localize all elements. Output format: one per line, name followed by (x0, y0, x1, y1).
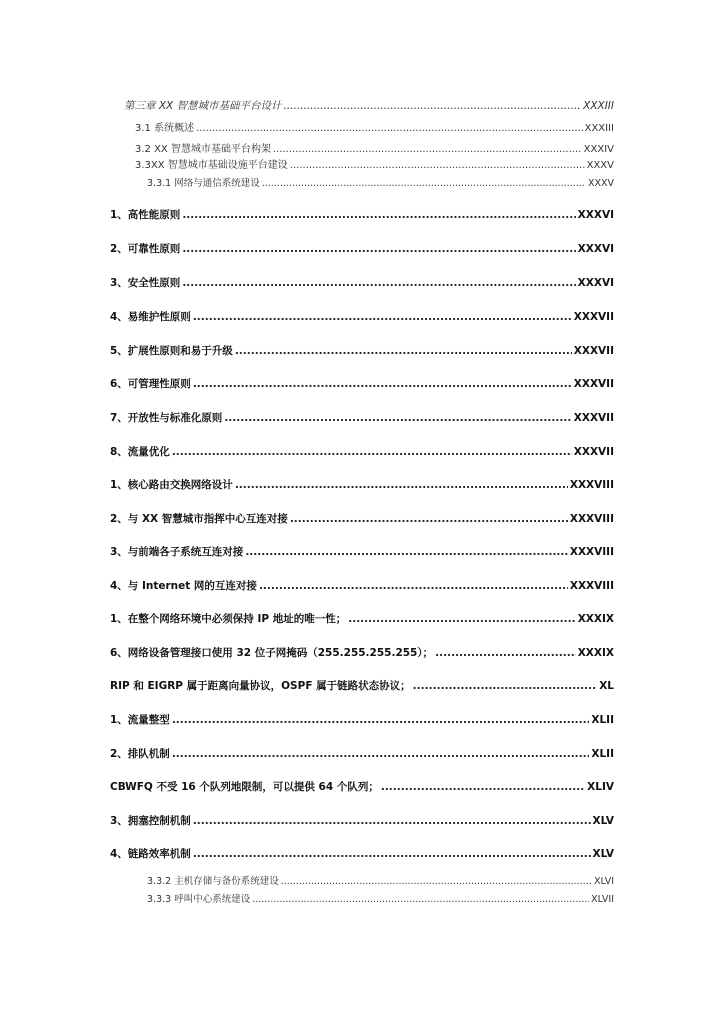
toc-entry-title: 4、易维护性原则 (110, 311, 191, 323)
toc-dot-leader (182, 277, 575, 289)
toc-entry-title: 第三章 XX 智慧城市基础平台设计 (124, 100, 282, 112)
toc-entry[interactable] (110, 645, 614, 660)
toc-dot-leader (252, 894, 589, 905)
toc-entry[interactable] (110, 309, 614, 324)
toc-dot-leader (413, 680, 598, 692)
toc-entry[interactable] (147, 175, 614, 189)
toc-entry-title: 2、可靠性原则 (110, 243, 181, 255)
toc-dot-leader (259, 580, 568, 592)
toc-entry-page: XXXIII (584, 123, 614, 134)
toc-entry-title: 2、与 XX 智慧城市指挥中心互连对接 (110, 513, 288, 525)
toc-dot-leader (172, 748, 590, 760)
toc-dot-leader (281, 876, 592, 887)
toc-dot-leader (435, 647, 576, 659)
toc-entry-title: 3.3XX 智慧城市基础设施平台建设 (135, 160, 288, 171)
toc-entry[interactable] (147, 873, 614, 887)
toc-dot-leader (193, 311, 572, 323)
toc-dot-leader (245, 546, 568, 558)
toc-entry-page: XLV (592, 815, 614, 827)
toc-entry[interactable] (110, 207, 614, 222)
toc-dot-leader (196, 123, 583, 134)
toc-entry[interactable] (110, 511, 614, 526)
toc-entry[interactable] (110, 241, 614, 256)
toc-dot-leader (193, 815, 591, 827)
toc-entry[interactable] (135, 119, 614, 134)
toc-entry-title: 6、网络设备管理接口使用 32 位子网掩码（255.255.255.255）； (110, 647, 434, 659)
toc-entry-title: 3.3.1 网络与通信系统建设 (147, 178, 260, 189)
toc-entry-page: XXXIX (577, 613, 614, 625)
toc-entry-page: XXXVII (573, 378, 614, 390)
toc-entry-page: XXXIV (583, 144, 614, 155)
toc-entry[interactable] (110, 275, 614, 290)
toc-entry-page: XXXVI (577, 277, 614, 289)
toc-dot-leader (235, 479, 568, 491)
toc-dot-leader (381, 781, 585, 793)
toc-dot-leader (182, 243, 575, 255)
toc-entry-title: 4、链路效率机制 (110, 848, 191, 860)
toc-entry-page: XXXVII (573, 345, 614, 357)
toc-entry[interactable] (147, 891, 614, 905)
toc-entry-page: XXXV (587, 178, 614, 189)
toc-dot-leader (172, 446, 572, 458)
toc-entry[interactable] (110, 779, 614, 794)
toc-entry-page: XXXVII (573, 311, 614, 323)
toc-entry[interactable] (135, 156, 614, 171)
toc-dot-leader (193, 848, 591, 860)
toc-dot-leader (273, 144, 582, 155)
toc-entry-page: XXXIX (577, 647, 614, 659)
toc-entry-title: RIP 和 EIGRP 属于距离向量协议，OSPF 属于链路状态协议； (110, 680, 411, 692)
toc-entry[interactable] (110, 678, 614, 693)
toc-entry[interactable] (110, 376, 614, 391)
toc-entry-title: 3.1 系统概述 (135, 123, 195, 134)
toc-entry[interactable] (110, 813, 614, 828)
toc-dot-leader (172, 714, 590, 726)
toc-entry-title: 1、流量整型 (110, 714, 170, 726)
toc-dot-leader (235, 345, 572, 357)
toc-entry-page: XL (599, 680, 614, 692)
toc-entry-page: XLVI (593, 876, 614, 887)
toc-entry-title: 1、在整个网络环境中必须保持 IP 地址的唯一性； (110, 613, 347, 625)
toc-entry-title: 3.2 XX 智慧城市基础平台构架 (135, 144, 271, 155)
toc-entry[interactable] (110, 544, 614, 559)
toc-entry-title: 4、与 Internet 网的互连对接 (110, 580, 257, 592)
toc-entry-title: 1、高性能原则 (110, 209, 181, 221)
toc-entry[interactable] (110, 712, 614, 727)
toc-entry-title: 3、拥塞控制机制 (110, 815, 191, 827)
toc-entry-page: XLII (591, 714, 614, 726)
toc-entry-page: XXXV (586, 160, 614, 171)
toc-entry[interactable] (124, 98, 614, 113)
toc-entry-title: 2、排队机制 (110, 748, 170, 760)
toc-entry[interactable] (110, 444, 614, 459)
toc-dot-leader (290, 160, 585, 171)
toc-entry-title: 5、扩展性原则和易于升级 (110, 345, 233, 357)
toc-entry-page: XXXVIII (569, 580, 614, 592)
toc-entry-title: 3.3.2 主机存储与备份系统建设 (147, 876, 279, 887)
toc-entry[interactable] (135, 140, 614, 155)
toc-entry-page: XLVII (591, 894, 614, 905)
toc-entry-page: XLII (591, 748, 614, 760)
toc-entry[interactable] (110, 846, 614, 861)
toc-dot-leader (262, 178, 586, 189)
toc-entry-title: CBWFQ 不受 16 个队列地限制，可以提供 64 个队列； (110, 781, 379, 793)
toc-dot-leader (182, 209, 575, 221)
toc-entry-title: 7、开放性与标准化原则 (110, 412, 223, 424)
toc-entry[interactable] (110, 410, 614, 425)
toc-entry[interactable] (110, 578, 614, 593)
toc-entry-title: 1、核心路由交换网络设计 (110, 479, 233, 491)
toc-entry-title: 3、与前端各子系统互连对接 (110, 546, 244, 558)
toc-entry-title: 3.3.3 呼叫中心系统建设 (147, 894, 251, 905)
toc-dot-leader (290, 513, 568, 525)
toc-entry-page: XXXVI (577, 209, 614, 221)
toc-dot-leader (348, 613, 575, 625)
toc-entry-title: 8、流量优化 (110, 446, 170, 458)
toc-entry-page: XLV (592, 848, 614, 860)
toc-entry-page: XXXVIII (569, 546, 614, 558)
toc-entry[interactable] (110, 477, 614, 492)
toc-entry[interactable] (110, 611, 614, 626)
toc-entry[interactable] (110, 343, 614, 358)
toc-entry-page: XXXVIII (569, 513, 614, 525)
toc-entry-page: XXXVII (573, 446, 614, 458)
toc-entry-title: 6、可管理性原则 (110, 378, 191, 390)
toc-entry-page: XLIV (587, 781, 614, 793)
toc-entry-page: XXXVI (577, 243, 614, 255)
toc-dot-leader (284, 100, 582, 112)
toc-entry-page: XXXVII (573, 412, 614, 424)
toc-dot-leader (224, 412, 571, 424)
toc-entry-title: 3、安全性原则 (110, 277, 181, 289)
toc-entry-page: XXXIII (583, 100, 614, 112)
toc-entry[interactable] (110, 746, 614, 761)
toc-dot-leader (193, 378, 572, 390)
toc-entry-page: XXXVIII (569, 479, 614, 491)
